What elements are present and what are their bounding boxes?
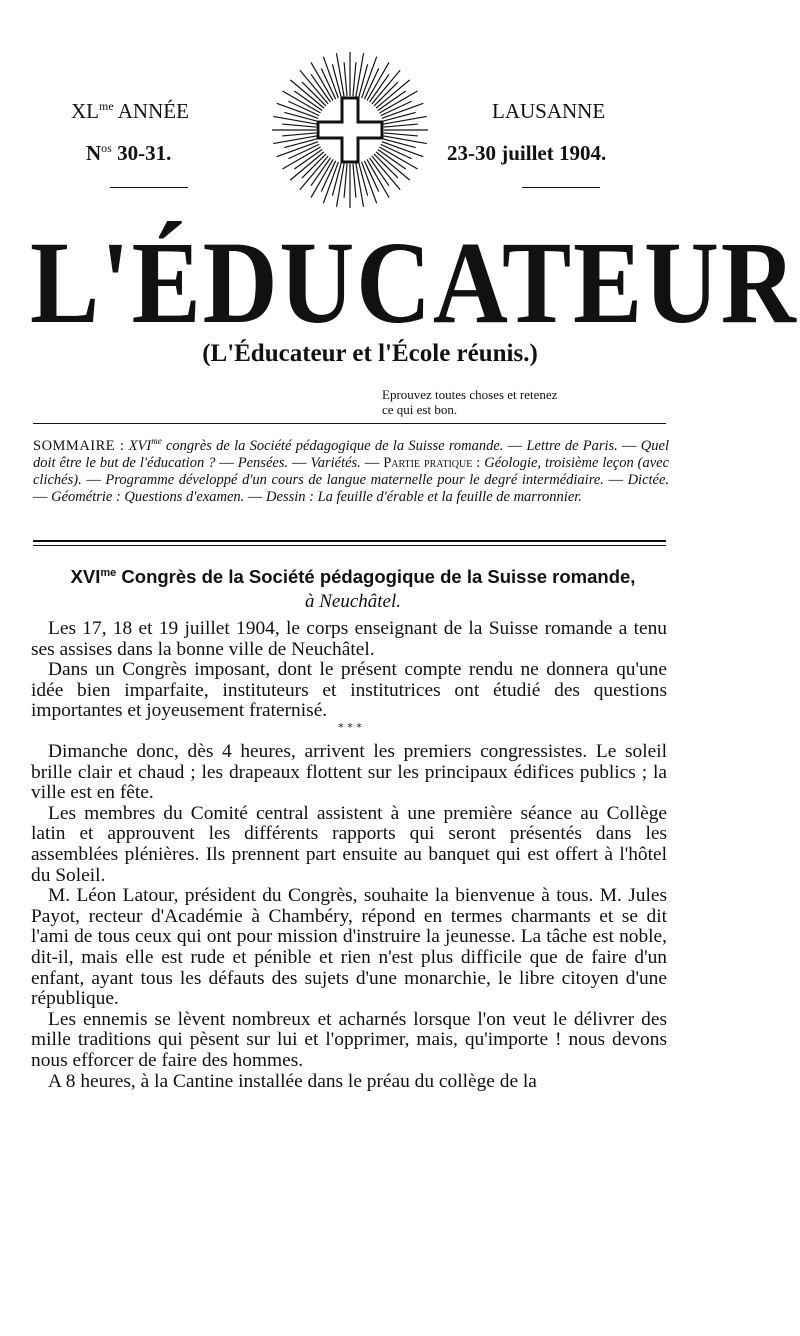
article-subtitle: à Neuchâtel.: [304, 591, 402, 612]
header-rule-right: [522, 187, 600, 188]
paragraph: Dans un Congrès imposant, dont le présent compte rendu ne donnera qu'une idée bien imparfaite, instituteurs et institutrices ont étudié des questions importantes et joyeusement fraternisé.: [31, 659, 667, 722]
paragraph: M. Léon Latour, président du Congrès, souhaite la bienvenue à tous. M. Jules Payot, recteur d'Académie à Chambéry, répond en termes charmants et se dit l'ami de tous ceux qui ont pour mission d'instruire la jeunesse. La tâche est noble, dit-il, mais elle est rude et pénible et rien n'est plus difficile que de faire d'un enfant, ayant tous les défauts des sujets d'une monarchie, le libre citoyen d'une république.: [31, 885, 667, 1010]
section-separator: * * *: [338, 721, 362, 734]
summary-rule-bottom-thin: [33, 545, 666, 546]
header-rule-left: [110, 187, 188, 188]
paragraph: Les membres du Comité central assistent à une première séance au Collège latin et approuvent les différents rapports qui seront présentés dans les assemblées plénières. Ils prennent part ensuite au banquet qui est offert à l'hôtel du Soleil.: [31, 802, 667, 886]
paragraph: Les 17, 18 et 19 juillet 1904, le corps enseignant de la Suisse romande a tenu ses assises dans la bonne ville de Neuchâtel.: [31, 618, 667, 660]
year-label: $XL^{me}$ ANNÉE: [71, 99, 189, 123]
summary-rule-bottom: [33, 540, 666, 542]
paragraph: A 8 heures, à la Cantine installée dans le préau du collège de la: [48, 1070, 537, 1092]
masthead-title: L'ÉDUCATEUR: [30, 217, 798, 348]
paragraph: Les ennemis se lèvent nombreux et acharnés lorsque l'on veut le délivrer des mille traditions qui pèsent sur lui et l'opprimer, mais, qu'importe ! nous devons nous efforcer de faire des hommes.: [31, 1008, 667, 1071]
article-title: $XVI^{me}$ Congrès de la Société pédagogique de la Suisse romande,: [70, 566, 636, 587]
city-label: LAUSANNE: [492, 99, 606, 123]
summary-rule-top: [33, 423, 666, 424]
swiss-cross-sunburst-icon: [270, 50, 430, 210]
paragraph: Dimanche donc, dès 4 heures, arrivent les premiers congressistes. Le soleil brille clair et chaud ; les drapeaux flottent sur les principaux édifices publics ; la ville est en fête.: [31, 741, 667, 804]
masthead-subtitle: (L'Éducateur et l'École réunis.): [202, 340, 538, 367]
summary: SOMMAIRE : $XVI^{me}$ congrès de la Société pédagogique de la Suisse romande. — Lettre de Paris. — Quel doit être le but de l'éducation ? — Pensées. — Variétés. — Partie pratique : Géologie, troisième leçon (avec clichés). — Programme développé d'un cours de langue maternelle pour le degré intermédiaire. — Dictée. — Géométrie : Questions d'examen. — Dessin : La feuille d'érable et la feuille de marronnier.: [33, 436, 670, 505]
article-body-part-2: [31, 742, 667, 1092]
issue-numbers: $N^{os}$ 30-31.: [86, 141, 172, 165]
issue-date: 23-30 juillet 1904.: [447, 141, 607, 165]
article-body-part-1: [31, 619, 667, 722]
motto: Eprouvez toutes choses et retenez ce qui est bon.: [382, 387, 558, 417]
